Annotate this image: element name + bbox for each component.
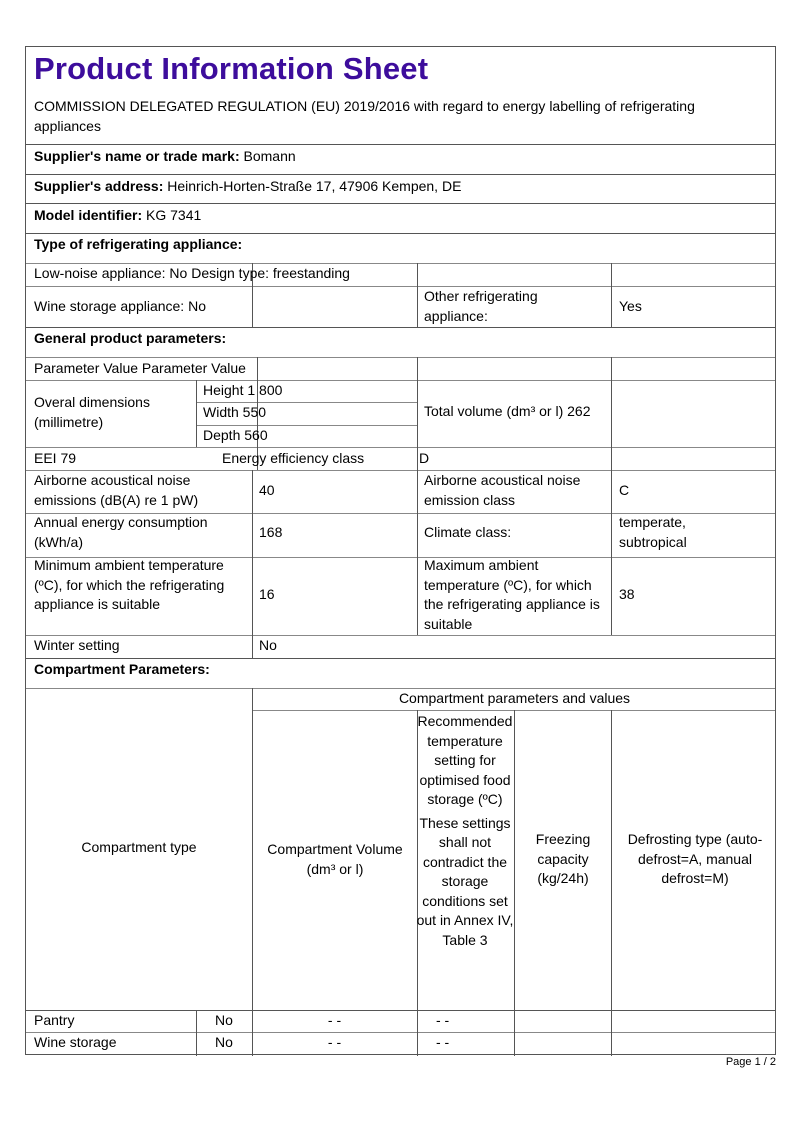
annual-energy-value: 168 xyxy=(259,524,283,540)
general-heading: General product parameters: xyxy=(34,330,227,346)
compartment-group-header: Compartment parameters and values xyxy=(398,690,631,706)
low-noise-design-type: Low-noise appliance: No Design type: freestanding xyxy=(34,265,350,281)
noise-class-value: C xyxy=(619,482,630,498)
winter-setting-value: No xyxy=(259,637,277,653)
model-identifier-row: Model identifier: KG 7341 xyxy=(34,207,202,223)
supplier-address-row: Supplier's address: Heinrich-Horten-Straße 17, 47906 Kempen, DE xyxy=(34,178,462,194)
noise-label: Airborne acoustical noise emissions (dB(A) re 1 pW) xyxy=(34,472,199,508)
col-defrosting-type: Defrosting type (auto-defrost=A, manual defrost=M) xyxy=(627,831,763,886)
energy-class-label: Energy efficiency class xyxy=(222,450,365,466)
table-row-wine-present: No xyxy=(215,1034,233,1050)
annual-energy-label: Annual energy consumption (kWh/a) xyxy=(34,514,208,550)
general-header-row: Parameter Value Parameter Value xyxy=(34,360,246,376)
eei-value: EEI 79 xyxy=(34,450,77,466)
supplier-address-value: Heinrich-Horten-Straße 17, 47906 Kempen, DE xyxy=(167,178,462,194)
total-volume: Total volume (dm³ or l) 262 xyxy=(424,403,591,419)
col-freezing-capacity: Freezing capacity (kg/24h) xyxy=(535,831,591,886)
col-recommended-temp: Recommended temperature setting for optimised food storage (ºC) These settings shall not contradict the storage conditions set out in Annex IV, Table 3 xyxy=(416,713,514,948)
height-value: Height 1 800 xyxy=(203,382,283,398)
min-temp-label: Minimum ambient temperature (ºC), for which the refrigerating appliance is suitable xyxy=(34,557,225,612)
max-temp-value: 38 xyxy=(619,586,635,602)
other-refrigerating-label: Other refrigerating appliance: xyxy=(424,288,538,324)
product-information-sheet xyxy=(25,46,776,1055)
table-row-wine-volume: - - xyxy=(327,1034,342,1050)
table-row-wine-temp: - - xyxy=(436,1034,450,1050)
page-title: Product Information Sheet xyxy=(34,51,429,86)
page-number: Page 1 / 2 xyxy=(725,1056,776,1068)
col-compartment-volume: Compartment Volume (dm³ or l) xyxy=(267,841,403,877)
climate-class-value: temperate, subtropical xyxy=(619,514,687,550)
supplier-name-value: Bomann xyxy=(243,148,296,164)
other-refrigerating-value: Yes xyxy=(619,298,642,314)
winter-setting-label: Winter setting xyxy=(34,637,120,653)
noise-class-label: Airborne acoustical noise emission class xyxy=(424,472,581,508)
min-temp-value: 16 xyxy=(259,586,275,602)
table-row-wine-type: Wine storage xyxy=(34,1034,117,1050)
climate-class-label: Climate class: xyxy=(424,524,512,540)
depth-value: Depth 560 xyxy=(203,427,268,443)
table-row-pantry-temp: - - xyxy=(436,1012,450,1028)
width-value: Width 550 xyxy=(203,404,267,420)
dimensions-label: Overal dimensions (millimetre) xyxy=(34,394,150,430)
noise-value: 40 xyxy=(259,482,275,498)
type-heading: Type of refrigerating appliance: xyxy=(34,236,243,252)
table-row-pantry-type: Pantry xyxy=(34,1012,75,1028)
wine-storage-appliance: Wine storage appliance: No xyxy=(34,298,206,314)
col-compartment-type: Compartment type xyxy=(81,839,197,855)
model-identifier-value: KG 7341 xyxy=(146,207,202,223)
compartment-heading: Compartment Parameters: xyxy=(34,661,210,677)
max-temp-label: Maximum ambient temperature (ºC), for which the refrigerating appliance is suitable xyxy=(424,557,600,632)
supplier-name-row: Supplier's name or trade mark: Bomann xyxy=(34,148,296,164)
table-row-pantry-present: No xyxy=(215,1012,233,1028)
table-row-pantry-volume: - - xyxy=(327,1012,342,1028)
regulation-text: COMMISSION DELEGATED REGULATION (EU) 2019/2016 with regard to energy labelling of refrigerating appliances xyxy=(34,98,695,134)
energy-class-value: D xyxy=(419,450,430,466)
